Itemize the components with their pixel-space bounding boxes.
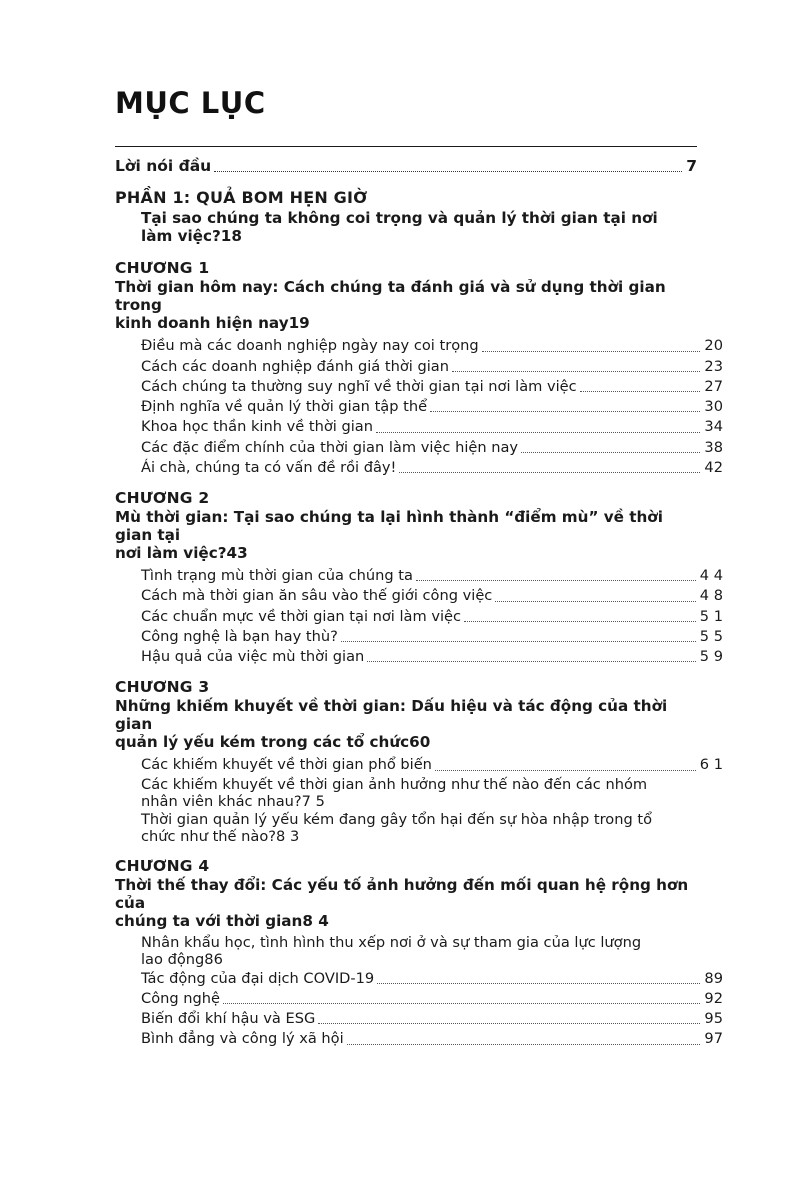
leader-dots (377, 982, 700, 984)
toc-entry-part-sub[interactable] (141, 209, 697, 245)
section-page: 34 (704, 418, 723, 436)
toc-chapter-group-1 (115, 259, 723, 477)
toc-entry-chapter-2[interactable] (115, 508, 697, 562)
section-label: Các khiếm khuyết về thời gian phổ biến (141, 756, 432, 774)
chapter-title-line2: nơi làm việc? (115, 544, 227, 563)
toc-entry-chapter-1[interactable] (115, 278, 697, 332)
toc-entry-section[interactable] (141, 438, 723, 457)
toc-entry-section[interactable] (141, 336, 723, 355)
leader-dots (580, 390, 701, 392)
section-page: 89 (704, 969, 723, 987)
chapter-label-2: CHƯƠNG 2 (115, 489, 210, 508)
leader-dots (318, 1022, 700, 1024)
toc-entry-section[interactable] (141, 397, 723, 416)
toc-entry-section[interactable] (141, 755, 723, 774)
section-label: Điều mà các doanh nghiệp ngày nay coi trọng (141, 337, 479, 355)
leader-dots (430, 410, 700, 412)
toc-entry-section[interactable] (141, 811, 697, 845)
section-page: 23 (704, 357, 723, 375)
section-page: 86 (204, 950, 223, 968)
section-label: Các chuẩn mực về thời gian tại nơi làm việc (141, 607, 462, 625)
section-page: 5 1 (699, 607, 723, 625)
toc-entry-section[interactable] (141, 607, 723, 626)
toc-part-group (115, 188, 697, 245)
leader-dots (347, 1043, 701, 1045)
chapter-title-line1: Những khiếm khuyết về thời gian: Dấu hiệu và tác động của thời gian (115, 697, 668, 734)
section-page: 6 1 (699, 756, 723, 774)
section-label-line1: Thời gian quản lý yếu kém đang gây tổn hại đến sự hòa nhập trong tổ (141, 810, 653, 828)
section-label: Cách các doanh nghiệp đánh giá thời gian (141, 357, 449, 375)
section-page: 42 (704, 458, 723, 476)
toc-entry-section[interactable] (141, 989, 723, 1008)
section-label: Khoa học thần kinh về thời gian (141, 418, 373, 436)
leader-dots (376, 431, 700, 433)
leader-dots (482, 350, 701, 352)
chapter-label-3: CHƯƠNG 3 (115, 678, 210, 697)
page-title: MỤC LỤC (115, 86, 266, 120)
toc-entry-section[interactable] (141, 969, 723, 988)
toc-entry-section[interactable] (141, 1009, 723, 1028)
part-sub-line1: Tại sao chúng ta không coi trọng và quản lý thời gian tại nơi (141, 209, 658, 228)
toc-entry-section[interactable] (141, 776, 697, 810)
section-label: Cách mà thời gian ăn sâu vào thế giới công việc (141, 587, 493, 605)
section-label: Các đặc điểm chính của thời gian làm việc hiện nay (141, 438, 519, 456)
section-page: 7 5 (301, 792, 325, 810)
section-label: Hậu quả của việc mù thời gian (141, 648, 365, 666)
section-label: Tác động của đại dịch COVID-19 (141, 969, 375, 987)
section-page: 97 (704, 1030, 723, 1048)
toc-chapter-group-3 (115, 678, 723, 845)
leader-dots (399, 471, 700, 473)
toc-entry-section[interactable] (141, 934, 697, 968)
section-label: Ái chà, chúng ta có vấn đề rồi đây! (141, 458, 397, 476)
leader-dots (435, 769, 696, 771)
chapter-title-line1: Thời gian hôm nay: Cách chúng ta đánh giá và sử dụng thời gian trong (115, 278, 666, 315)
part-heading[interactable]: PHẦN 1: QUẢ BOM HẸN GIỜ (115, 188, 368, 208)
chapter-page-2: 43 (226, 544, 248, 563)
chapter-page-3: 60 (409, 733, 431, 752)
leader-dots (464, 620, 696, 622)
toc-entry-section[interactable] (141, 566, 723, 585)
toc-entry-chapter-4[interactable] (115, 876, 697, 930)
part-sub-page: 18 (220, 227, 242, 246)
leader-dots (495, 600, 695, 602)
toc-entry-front-matter[interactable] (115, 156, 697, 176)
section-label-line1: Các khiếm khuyết về thời gian ảnh hưởng như thế nào đến các nhóm (141, 775, 648, 793)
leader-dots (416, 579, 696, 581)
toc-chapter-group-2 (115, 489, 723, 666)
section-page: 5 5 (699, 627, 723, 645)
toc-chapter-group-4 (115, 856, 723, 1049)
chapter-label-1: CHƯƠNG 1 (115, 259, 210, 278)
toc-entry-section[interactable] (141, 1029, 723, 1048)
front-matter-label: Lời nói đầu (115, 156, 212, 175)
section-page: 95 (704, 1010, 723, 1028)
section-page: 8 3 (276, 827, 300, 845)
leader-dots (521, 451, 700, 453)
section-page: 27 (704, 377, 723, 395)
toc-entry-section[interactable] (141, 627, 723, 646)
toc-entry-section[interactable] (141, 458, 723, 477)
section-label: Tình trạng mù thời gian của chúng ta (141, 567, 413, 585)
section-page: 4 4 (699, 567, 723, 585)
section-label-line2: chức như thế nào? (141, 827, 277, 845)
chapter-title-line1: Thời thế thay đổi: Các yếu tố ảnh hưởng đến mối quan hệ rộng hơn của (115, 875, 689, 912)
toc-entry-section[interactable] (141, 357, 723, 376)
leader-dots (223, 1002, 700, 1004)
chapter-title-line2: chúng ta với thời gian (115, 911, 303, 930)
section-page: 30 (704, 398, 723, 416)
section-label: Biến đổi khí hậu và ESG (141, 1010, 316, 1028)
section-label: Định nghĩa về quản lý thời gian tập thể (141, 398, 428, 416)
section-label: Cách chúng ta thường suy nghĩ về thời gian tại nơi làm việc (141, 377, 577, 395)
toc-entry-chapter-3[interactable] (115, 697, 697, 751)
part-sub-line2: làm việc? (141, 227, 221, 246)
chapter-title-line2: quản lý yếu kém trong các tổ chức (115, 733, 410, 752)
section-label-line2: nhân viên khác nhau? (141, 792, 302, 810)
toc-entry-section[interactable] (141, 647, 723, 666)
section-label: Công nghệ là bạn hay thù? (141, 627, 338, 645)
section-label-line1: Nhân khẩu học, tình hình thu xếp nơi ở và sự tham gia của lực lượng (141, 933, 642, 951)
section-page: 92 (704, 989, 723, 1007)
toc-entry-section[interactable] (141, 417, 723, 436)
section-page: 4 8 (699, 587, 723, 605)
chapter-page-4: 8 4 (302, 911, 329, 930)
leader-dots (214, 170, 682, 172)
chapter-label-4: CHƯƠNG 4 (115, 856, 210, 875)
leader-dots (367, 660, 695, 662)
chapter-title-line1: Mù thời gian: Tại sao chúng ta lại hình thành “điểm mù” về thời gian tại (115, 508, 663, 545)
section-page: 38 (704, 438, 723, 456)
section-page: 20 (704, 337, 723, 355)
section-label: Công nghệ (141, 989, 221, 1007)
chapter-page-1: 19 (288, 314, 310, 333)
leader-dots (341, 640, 696, 642)
chapter-title-line2: kinh doanh hiện nay (115, 314, 289, 333)
toc-entry-section[interactable] (141, 586, 723, 605)
leader-dots (452, 370, 700, 372)
toc-entry-section[interactable] (141, 377, 723, 396)
section-label: Bình đẳng và công lý xã hội (141, 1030, 344, 1048)
section-label-line2: lao động (141, 950, 205, 968)
title-divider (115, 146, 697, 147)
front-matter-page: 7 (686, 156, 697, 175)
section-page: 5 9 (699, 648, 723, 666)
